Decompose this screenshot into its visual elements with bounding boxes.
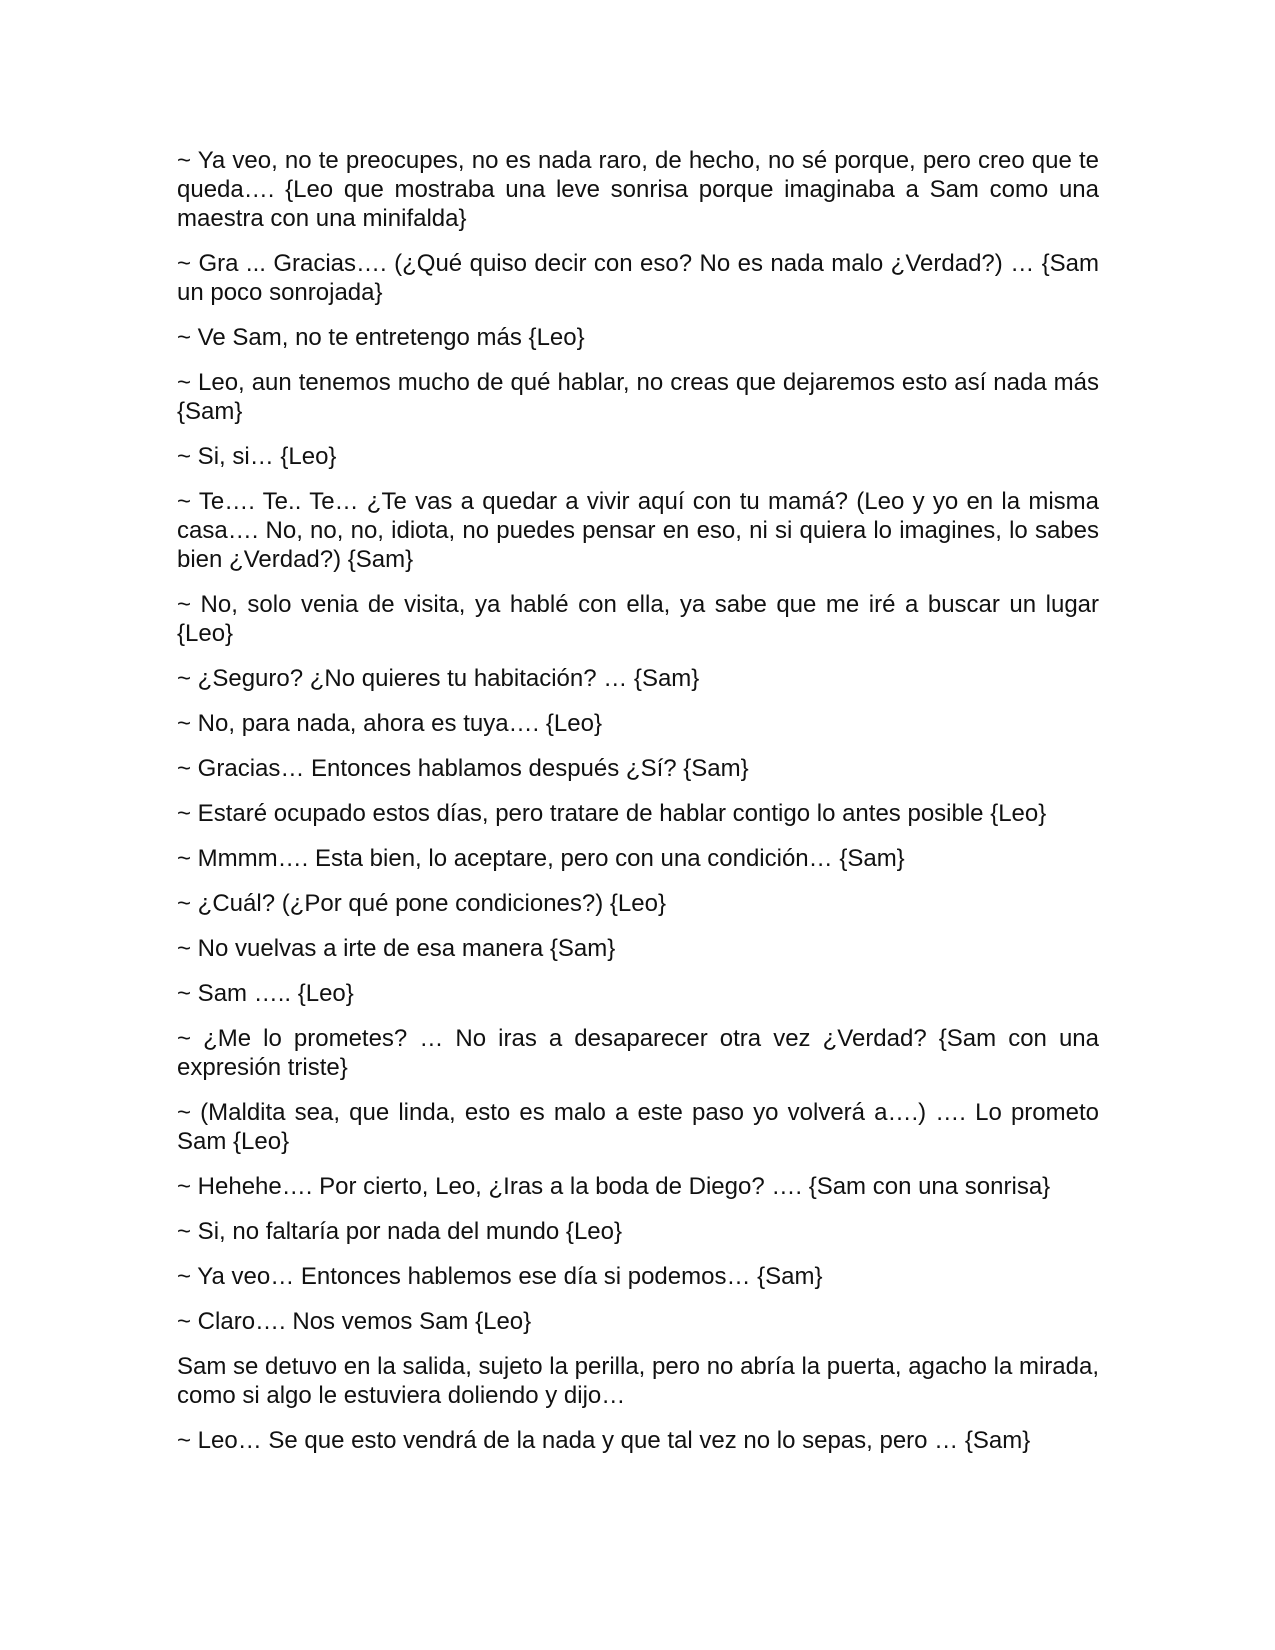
paragraph: ~ ¿Seguro? ¿No quieres tu habitación? … {Sam} <box>177 665 700 692</box>
paragraph: ~ Leo… Se que esto vendrá de la nada y que tal vez no lo sepas, pero … {Sam} <box>177 1427 1031 1454</box>
paragraph: ~ Mmmm…. Esta bien, lo aceptare, pero con una condición… {Sam} <box>177 845 905 872</box>
paragraph: ~ Te…. Te.. Te… ¿Te vas a quedar a vivir aquí con tu mamá? (Leo y yo en la misma casa…. No, no, no, idiota, no puedes pensar en eso, ni si quiera lo imagines, lo sabes bien ¿Verdad?) {Sam} <box>177 488 1099 573</box>
paragraph: ~ Si, si… {Leo} <box>177 443 337 470</box>
paragraph: ~ Estaré ocupado estos días, pero tratare de hablar contigo lo antes posible {Leo} <box>177 800 1047 827</box>
paragraph: Sam se detuvo en la salida, sujeto la perilla, pero no abría la puerta, agacho la mirada, como si algo le estuviera doliendo y dijo… <box>177 1353 1099 1409</box>
paragraph: ~ Gra ... Gracias…. (¿Qué quiso decir con eso? No es nada malo ¿Verdad?) … {Sam un poco sonrojada} <box>177 250 1099 306</box>
paragraph: ~ Gracias… Entonces hablamos después ¿Sí? {Sam} <box>177 755 749 782</box>
paragraph: ~ Hehehe…. Por cierto, Leo, ¿Iras a la boda de Diego? …. {Sam con una sonrisa} <box>177 1173 1051 1200</box>
paragraph: ~ ¿Me lo prometes? … No iras a desaparecer otra vez ¿Verdad? {Sam con una expresión triste} <box>177 1025 1099 1081</box>
paragraph: ~ No, solo venia de visita, ya hablé con ella, ya sabe que me iré a buscar un lugar {Leo} <box>177 591 1099 647</box>
paragraph: ~ Sam ….. {Leo} <box>177 980 354 1007</box>
story-text <box>177 146 1099 1471</box>
paragraph: ~ (Maldita sea, que linda, esto es malo a este paso yo volverá a….) …. Lo prometo Sam {Leo} <box>177 1099 1099 1155</box>
paragraph: ~ Si, no faltaría por nada del mundo {Leo} <box>177 1218 622 1245</box>
paragraph: ~ Ve Sam, no te entretengo más {Leo} <box>177 324 585 351</box>
paragraph: ~ Claro…. Nos vemos Sam {Leo} <box>177 1308 532 1335</box>
paragraph: ~ Ya veo, no te preocupes, no es nada raro, de hecho, no sé porque, pero creo que te queda…. {Leo que mostraba una leve sonrisa porque imaginaba a Sam como una maestra con una minifalda} <box>177 147 1099 232</box>
paragraph: ~ No, para nada, ahora es tuya…. {Leo} <box>177 710 602 737</box>
paragraph: ~ No vuelvas a irte de esa manera {Sam} <box>177 935 616 962</box>
paragraph: ~ Leo, aun tenemos mucho de qué hablar, no creas que dejaremos esto así nada más {Sam} <box>177 369 1099 425</box>
paragraph: ~ Ya veo… Entonces hablemos ese día si podemos… {Sam} <box>177 1263 823 1290</box>
paragraph: ~ ¿Cuál? (¿Por qué pone condiciones?) {Leo} <box>177 890 666 917</box>
